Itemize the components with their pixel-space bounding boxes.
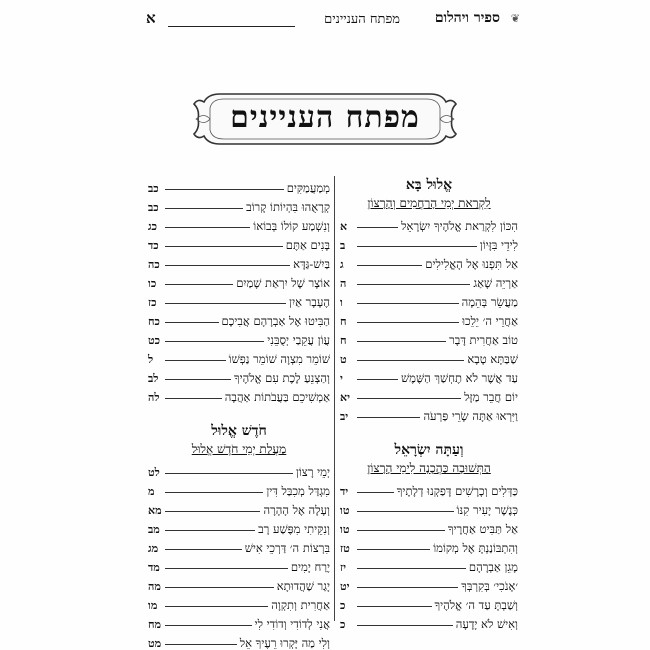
entry-page: מג [148, 542, 159, 555]
leader-line [357, 568, 466, 569]
toc-entry[interactable] [340, 290, 518, 309]
header-rule [168, 26, 295, 27]
entry-title: אַחֲרֵי ה׳ יֵלֵכוּ [462, 314, 518, 328]
entry-page: ו [340, 296, 343, 309]
entry-title: עֲוֹן עֲקֵבַי יְסֻבֵּנִי [267, 333, 330, 347]
entry-title: מָגֵן אַבְרָהָם [468, 560, 518, 574]
leader-line [165, 208, 243, 209]
entry-title: וְלִי מַה יָּקְרוּ רֵעֶיךָ אֵל [239, 636, 330, 650]
leader-line [165, 549, 242, 550]
toc-entry[interactable] [340, 328, 518, 347]
leader-line [357, 606, 432, 607]
entry-title: יוֹם חֲבֵר מַזָּל [464, 390, 518, 404]
toc-entry[interactable] [148, 498, 330, 517]
entry-title: וְהִתְבּוֹנַנְתָּ אֶל מְקוֹמוֹ [433, 541, 518, 555]
toc-list [148, 460, 330, 650]
entry-title: וַיִּרְאוּ אַתָּה שָׂרֵי פַּרְעֹה [423, 409, 518, 423]
leader-line [165, 530, 255, 531]
ornament-icon: ❦ [510, 12, 520, 25]
toc-entry[interactable] [148, 555, 330, 574]
leader-line [165, 322, 219, 323]
entry-page: טו [340, 523, 350, 536]
entry-title: כַּדְּלִים וְכָרָשִׁים דָּפַקְנוּ דְלָתֶיךָ [396, 484, 518, 498]
entry-title: וְעָלָה אֶל הָהָרָה [263, 503, 330, 517]
toc-entry[interactable] [148, 479, 330, 498]
entry-title: טוֹב אַחֲרִית דָּבָר [449, 333, 518, 347]
leader-line [357, 265, 422, 266]
entry-title: אוֹצָר שֶׁל יִרְאַת שָׁמַיִם [236, 276, 330, 290]
entry-title: אַמְשִׁיכֵם בַּעֲבֹתוֹת אַהֲבָה [224, 390, 330, 404]
section-title: אֱלוּל בָּא [405, 177, 453, 193]
toc-entry[interactable] [340, 517, 518, 536]
leader-line [165, 492, 263, 493]
entry-title: אַרְיֵה שָׁאַג [473, 276, 518, 290]
section-title: חֹדֶשׁ אֱלוּל [211, 423, 267, 439]
leader-line [357, 492, 394, 493]
entry-title: שׁוֹמֵר מִצְוָה שׁוֹמֵר נַפְשׁוֹ [228, 352, 330, 366]
entry-title: ׳אָנֹכִי׳ בְּקִרְבְּךָ [461, 579, 518, 593]
toc-entry[interactable] [340, 612, 518, 631]
toc-entry[interactable] [148, 574, 330, 593]
leader-line [357, 625, 453, 626]
toc-entry[interactable] [340, 252, 518, 271]
header-section-name: מפתח העניינים [324, 12, 400, 27]
entry-page: יא [340, 391, 350, 404]
leader-line [165, 189, 284, 190]
leader-line [165, 587, 274, 588]
entry-page: י [340, 372, 343, 385]
leader-line [165, 341, 264, 342]
leader-line [357, 530, 445, 531]
section-title: וְעַתָּה יִשְׂרָאֵל [394, 442, 464, 458]
entry-page: כט [148, 334, 161, 347]
left-column [148, 176, 330, 650]
entry-title: הִכּוֹן לִקְרַאת אֱלֹהֶיךָ יִשְׂרָאֵל [401, 219, 518, 233]
toc-entry[interactable] [148, 252, 330, 271]
leader-line [357, 398, 461, 399]
leader-line [165, 379, 231, 380]
toc-entry[interactable] [340, 593, 518, 612]
entry-title: וְנִשְׁמַע קוֹלוֹ בְּבוֹאוֹ [253, 219, 330, 233]
entry-title: כְּנֶשֶׁר יָעִיר קִנּוֹ [456, 503, 518, 517]
entry-title: אֲנִי לְדוֹדִי וְדוֹדִי לִי [254, 617, 330, 631]
book-title: ספיר ויהלום [434, 10, 500, 26]
toc-entry[interactable] [340, 347, 518, 366]
leader-line [165, 511, 260, 512]
toc-entry[interactable] [340, 233, 518, 252]
toc-entry[interactable] [340, 309, 518, 328]
entry-title: אַל תִּפְנוּ אֶל הָאֱלִילִים [425, 257, 518, 271]
entry-page: לט [148, 466, 160, 479]
leader-line [357, 549, 430, 550]
entry-page: טו [340, 504, 350, 517]
leader-line [357, 511, 454, 512]
entry-title: יְמֵי רָצוֹן [295, 465, 330, 479]
section-subtitle: מַעֲלַת יְמֵי חֹדֶשׁ אֱלוּל [191, 442, 287, 456]
entry-page: מט [148, 637, 162, 650]
entry-title: מִגְדַּל מְכִבַּל דִּין [266, 484, 330, 498]
section-gap [148, 404, 330, 422]
entry-page: ל [148, 353, 154, 366]
leader-line [357, 284, 470, 285]
entry-title: בָּנִים אַתֶּם [285, 238, 330, 252]
entry-page: כב [148, 201, 159, 214]
entry-page: מא [148, 504, 162, 517]
leader-line [165, 246, 283, 247]
toc-entry[interactable] [340, 498, 518, 517]
toc-entry[interactable] [148, 536, 330, 555]
toc-entry[interactable] [340, 214, 518, 233]
entry-title: וְנִקֵּיתִי מִפֶּשַׁע רָב [258, 522, 330, 536]
entry-title: וְשַׁבְתָּ עַד ה׳ אֱלֹהֶיךָ [434, 598, 518, 612]
entry-page: ח [340, 334, 347, 347]
leader-line [357, 227, 398, 228]
section-gap [340, 423, 518, 441]
right-column [340, 176, 518, 631]
toc-entry[interactable] [340, 271, 518, 290]
entry-title: וְאִישׁ לֹא יָדָעָה [455, 617, 518, 631]
entry-page: כ [340, 599, 346, 612]
toc-entry[interactable] [148, 366, 330, 385]
toc-entry[interactable] [148, 612, 330, 631]
entry-page: כח [148, 315, 160, 328]
entry-title: קְרָאֻהוּ בִּהְיוֹתוֹ קָרוֹב [246, 200, 330, 214]
leader-line [357, 587, 458, 588]
column-divider [334, 176, 335, 621]
entry-title: עַד אֲשֶׁר לֹא תֶחְשַׁךְ הַשֶּׁמֶשׁ [401, 371, 518, 385]
toc-entry[interactable] [148, 460, 330, 479]
leader-line [357, 303, 459, 304]
entry-page: ג [340, 258, 344, 271]
leader-line [165, 227, 250, 228]
leader-line [357, 322, 459, 323]
leader-line [357, 379, 398, 380]
toc-entry[interactable] [148, 309, 330, 328]
entry-title: אַל תַּבִּיט אַחֲרֶיךָ [447, 522, 518, 536]
section-subtitle: הַתְּשׁוּבָה כַּהֲכָנָה לִימֵי הָרָצוֹן [367, 461, 491, 475]
toc-entry[interactable] [340, 574, 518, 593]
toc-entry[interactable] [148, 195, 330, 214]
entry-page: כד [148, 239, 159, 252]
leader-line [165, 360, 226, 361]
toc-entry[interactable] [148, 593, 330, 612]
entry-title: מַעֲשֵׂר בְּהֵמָה [461, 295, 518, 309]
leader-line [165, 265, 290, 266]
toc-entry[interactable] [340, 385, 518, 404]
entry-title: יָגַר שַׁהֲדוּתָא [276, 579, 330, 593]
entry-page: מב [148, 523, 160, 536]
toc-entry[interactable] [340, 366, 518, 385]
entry-page: א [340, 220, 348, 233]
entry-title: יֶרַח יָמִים [290, 560, 330, 574]
leader-line [357, 246, 477, 247]
entry-page: יז [340, 561, 346, 574]
leader-line [357, 417, 420, 418]
section-subtitle: לִקְרַאת יְמֵי הָרַחֲמִים וְהָרָצוֹן [367, 196, 491, 210]
leader-line [165, 473, 293, 474]
page-title: מפתח העניינים [230, 100, 420, 135]
title-banner [190, 88, 460, 150]
entry-page: ח [340, 315, 347, 328]
toc-list [340, 214, 518, 423]
entry-page: מח [148, 618, 162, 631]
leader-line [165, 644, 237, 645]
toc-entry[interactable] [340, 479, 518, 498]
entry-page: טז [340, 542, 350, 555]
running-header [140, 8, 520, 30]
entry-title: וְהַצְנֵעַ לֶכֶת עִם אֱלֹהֶיךָ [233, 371, 330, 385]
entry-page: ב [340, 239, 346, 252]
entry-page: ט [340, 353, 347, 366]
toc-entry[interactable] [340, 536, 518, 555]
entry-page: כ [340, 618, 346, 631]
entry-page: יד [340, 485, 349, 498]
toc-entry[interactable] [148, 233, 330, 252]
entry-page: כג [148, 220, 158, 233]
entry-page: כב [148, 182, 159, 195]
entry-title: מְמַעֲמַקִּים [286, 181, 330, 195]
page-letter: א [146, 9, 156, 27]
entry-title: בַּיִשׁ-גַּדָּא [293, 257, 330, 271]
entry-page: ה [340, 277, 347, 290]
leader-line [165, 398, 222, 399]
toc-entry[interactable] [148, 385, 330, 404]
toc-entry[interactable] [148, 271, 330, 290]
toc-entry[interactable] [340, 555, 518, 574]
toc-entry[interactable] [340, 404, 518, 423]
toc-entry[interactable] [148, 631, 330, 650]
toc-list [340, 479, 518, 631]
entry-page: מ [148, 485, 155, 498]
entry-title: בִּרְצוֹת ה׳ דַּרְכֵי אִישׁ [244, 541, 330, 555]
toc-entry[interactable] [148, 517, 330, 536]
entry-title: הֶעָבָר אַיִן [289, 295, 330, 309]
toc-list [148, 176, 330, 404]
leader-line [165, 606, 268, 607]
toc-entry[interactable] [148, 290, 330, 309]
leader-line [165, 625, 252, 626]
entry-page: כז [148, 296, 157, 309]
entry-page: מה [148, 580, 161, 593]
entry-page: מד [148, 561, 160, 574]
leader-line [165, 284, 233, 285]
entry-page: לה [148, 391, 160, 404]
leader-line [357, 341, 446, 342]
toc-entry[interactable] [148, 176, 330, 195]
entry-page: לב [148, 372, 159, 385]
toc-entry[interactable] [148, 214, 330, 233]
entry-page: כה [148, 258, 160, 271]
entry-title: לִידֵי בִּזָּיוֹן [479, 238, 518, 252]
entry-title: הַבִּיטוּ אֶל אַבְרָהָם אֲבִיכֶם [221, 314, 330, 328]
leader-line [357, 360, 464, 361]
entry-title: שַׁבַּתָּא טָבָא [467, 352, 518, 366]
entry-title: אַחֲרִית וְתִקְוָה [271, 598, 330, 612]
leader-line [165, 568, 288, 569]
leader-line [165, 303, 286, 304]
entry-page: כו [148, 277, 157, 290]
entry-page: יב [340, 410, 349, 423]
entry-page: יט [340, 580, 350, 593]
toc-entry[interactable] [148, 347, 330, 366]
toc-entry[interactable] [148, 328, 330, 347]
entry-page: מו [148, 599, 158, 612]
